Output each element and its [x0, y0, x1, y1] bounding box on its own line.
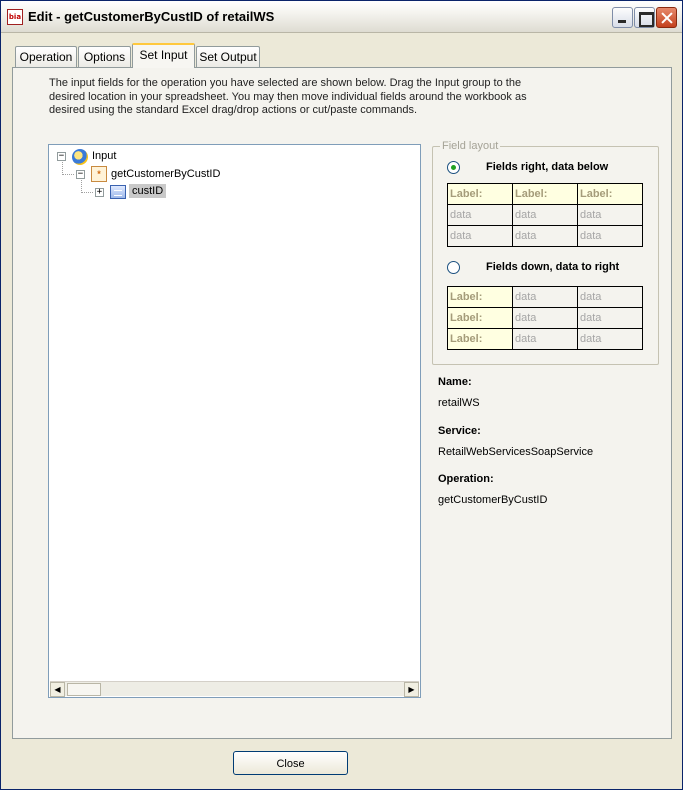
minimize-button[interactable] [612, 7, 633, 28]
preview-data-cell: data [578, 308, 643, 329]
field-layout-legend: Field layout [442, 140, 499, 152]
preview-data-cell: data [578, 205, 643, 226]
preview-data-cell: data [448, 205, 513, 226]
app-icon: bia [7, 9, 23, 25]
scroll-left-button[interactable]: ◀ [50, 682, 65, 697]
preview-data-cell: data [513, 329, 578, 350]
preview-label-cell: Label: [578, 184, 643, 205]
name-label: Name: [438, 376, 472, 388]
tree-node-input[interactable]: Input [92, 150, 117, 162]
tab-set-output[interactable]: Set Output [196, 46, 260, 67]
preview-grid-fields-right [447, 183, 643, 247]
preview-label-cell: Label: [448, 287, 513, 308]
preview-grid-fields-down [447, 286, 643, 350]
maximize-button[interactable] [634, 7, 655, 28]
service-value: RetailWebServicesSoapService [438, 446, 594, 458]
close-window-button[interactable] [656, 7, 677, 28]
input-tree[interactable] [48, 144, 421, 698]
title-bar[interactable] [1, 1, 682, 33]
radio-fields-down[interactable] [447, 261, 460, 274]
window-title: Edit - getCustomerByCustID of retailWS [28, 9, 275, 24]
tab-operation[interactable]: Operation [15, 46, 77, 67]
tree-connector [62, 174, 74, 175]
collapse-icon[interactable]: − [77, 169, 84, 179]
preview-data-cell: data [513, 308, 578, 329]
expand-icon[interactable]: + [96, 187, 103, 197]
service-label: Service: [438, 425, 481, 437]
preview-label-cell: Label: [513, 184, 578, 205]
operation-icon: * [91, 166, 107, 182]
tab-options[interactable]: Options [78, 46, 131, 67]
input-group-icon [72, 149, 88, 165]
preview-data-cell: data [448, 226, 513, 247]
field-icon [110, 185, 126, 199]
preview-data-cell: data [578, 329, 643, 350]
collapse-icon[interactable]: − [58, 151, 65, 161]
tree-node-label: custID [129, 184, 166, 198]
close-button[interactable]: Close [233, 751, 348, 775]
preview-data-cell: data [513, 287, 578, 308]
radio-fields-down-label[interactable]: Fields down, data to right [486, 261, 620, 273]
tree-node-operation[interactable]: getCustomerByCustID [111, 168, 221, 180]
tab-set-input[interactable]: Set Input [132, 43, 195, 68]
radio-fields-right[interactable] [447, 161, 460, 174]
operation-value: getCustomerByCustID [438, 494, 548, 506]
preview-label-cell: Label: [448, 308, 513, 329]
tree-connector [81, 192, 93, 193]
preview-label-cell: Label: [448, 329, 513, 350]
scroll-thumb[interactable] [67, 683, 101, 696]
preview-data-cell: data [513, 205, 578, 226]
preview-data-cell: data [578, 226, 643, 247]
preview-label-cell: Label: [448, 184, 513, 205]
name-value: retailWS [438, 397, 480, 409]
horizontal-scrollbar[interactable] [50, 681, 419, 696]
preview-data-cell: data [578, 287, 643, 308]
radio-fields-right-label[interactable]: Fields right, data below [486, 161, 609, 173]
scroll-right-button[interactable]: ▶ [404, 682, 419, 697]
preview-data-cell: data [513, 226, 578, 247]
instructions-text: The input fields for the operation you have selected are shown below. Drag the Input group to the desired location in your spreadsheet. You may then move individual fields around the workbook as desired using the standard Excel drag/drop actions or cut/paste commands. [49, 77, 527, 116]
operation-label: Operation: [438, 473, 494, 485]
tree-node-custid[interactable] [129, 185, 166, 197]
